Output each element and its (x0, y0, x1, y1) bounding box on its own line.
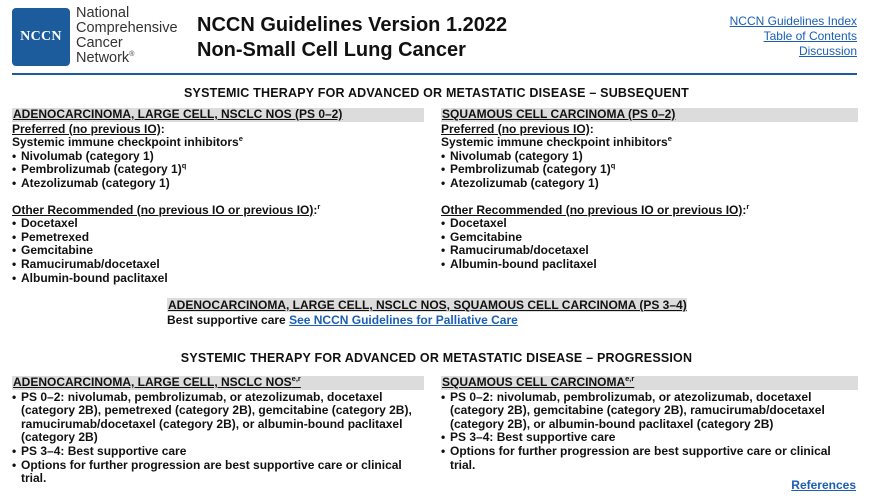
discussion-link[interactable]: Discussion (798, 44, 857, 58)
list-item: • Albumin-bound paclitaxel (12, 272, 424, 286)
subsequent-squamous-column: SQUAMOUS CELL CARCINOMA (PS 0–2) Preferred (no previous IO): Systemic immune checkpoint inhibitors$^e$ • Nivolumab (category 1) • Pembrolizumab (category 1)$^q$ • Atezolizumab (category 1) Other Recommended (no previous IO or previous IO):$^r$ • Docetaxel • Gemcitabine • Ramucirumab/docetaxel • Albumin-bound paclitaxel (441, 108, 858, 272)
org-line: National (76, 5, 130, 21)
subsequent-squamous-title: SQUAMOUS CELL CARCINOMA (PS 0–2) (441, 108, 858, 122)
header-divider (12, 73, 857, 75)
list-item: • Gemcitabine (12, 244, 424, 258)
list-item: • PS 0–2: nivolumab, pembrolizumab, or atezolizumab, docetaxel (category 2B), gemcitabine (category 2B), ramucirumab/docetaxel (category 2B), or albumin-bound paclitaxel (category 2B) (441, 391, 858, 432)
references-link[interactable]: References (791, 478, 856, 492)
list-item: • Albumin-bound paclitaxel (441, 258, 858, 272)
list-item: • Ramucirumab/docetaxel (441, 244, 858, 258)
subsequent-adeno-column: ADENOCARCINOMA, LARGE CELL, NSCLC NOS (PS 0–2) Preferred (no previous IO): Systemic immune checkpoint inhibitors$^e$ • Nivolumab (category 1) • Pembrolizumab (category 1)$^q$ • Atezolizumab (category 1) Other Recommended (no previous IO or previous IO):$^r$ • Docetaxel • Pemetrexed • Gemcitabine • Ramucirumab/docetaxel • Albumin-bound paclitaxel (12, 108, 424, 285)
table-of-contents-link[interactable]: Table of Contents (763, 29, 857, 43)
progression-adeno-title: ADENOCARCINOMA, LARGE CELL, NSCLC NOS$^{e,r}$ (12, 376, 424, 390)
organization-name (76, 6, 178, 66)
poor-ps-title: ADENOCARCINOMA, LARGE CELL, NSCLC NOS, SQUAMOUS CELL CARCINOMA (PS 3–4) (168, 298, 687, 312)
footnote-sup: r (317, 201, 321, 211)
list-item: • Nivolumab (category 1) (12, 150, 424, 164)
list-item: • Pembrolizumab (category 1)$^q$ (441, 163, 858, 177)
list-item: • Atezolizumab (category 1) (441, 177, 858, 191)
org-line: Network® (76, 50, 135, 66)
org-line: Cancer (76, 35, 123, 51)
footnote-sup: e (238, 134, 243, 144)
header-nav (730, 14, 857, 59)
footnote-sup: q (181, 161, 187, 171)
checkpoint-label: Systemic immune checkpoint inhibitors (441, 135, 668, 150)
best-supportive-care-text: Best supportive care (167, 313, 286, 327)
list-item: • Nivolumab (category 1) (441, 150, 858, 164)
list-item: • Pembrolizumab (category 1)$^q$ (12, 163, 424, 177)
title-version: NCCN Guidelines Version 1.2022 (197, 14, 508, 36)
progression-squamous-column (441, 376, 858, 472)
preferred-label: Preferred (no previous IO) (441, 121, 590, 136)
guidelines-index-link[interactable]: NCCN Guidelines Index (729, 14, 857, 28)
list-item: • Docetaxel (12, 217, 424, 231)
progression-squamous-title: SQUAMOUS CELL CARCINOMA$^{e,r}$ (441, 376, 858, 390)
other-recommended-label: Other Recommended (no previous IO or previous IO) (441, 202, 743, 217)
list-item: • PS 3–4: Best supportive care (441, 431, 858, 445)
org-line: Comprehensive (76, 20, 178, 36)
list-item: • Docetaxel (441, 217, 858, 231)
list-item: • Gemcitabine (441, 231, 858, 245)
footnote-sup: e (667, 134, 672, 144)
list-item: • Options for further progression are best supportive care or clinical trial. (441, 445, 858, 472)
nccn-logo (12, 8, 70, 66)
checkpoint-label: Systemic immune checkpoint inhibitors (12, 135, 239, 150)
palliative-care-link[interactable]: See NCCN Guidelines for Palliative Care (289, 313, 518, 327)
footnote-sup: e,r (625, 374, 635, 383)
progression-adeno-column (12, 376, 424, 486)
list-item: • Ramucirumab/docetaxel (12, 258, 424, 272)
subsequent-heading: SYSTEMIC THERAPY FOR ADVANCED OR METASTATIC DISEASE – SUBSEQUENT (184, 86, 689, 100)
footnote-sup: r (746, 201, 750, 211)
progression-heading: SYSTEMIC THERAPY FOR ADVANCED OR METASTATIC DISEASE – PROGRESSION (180, 351, 693, 365)
logo-text: NCCN (20, 29, 62, 44)
registered-mark: ® (129, 51, 135, 59)
other-recommended-label: Other Recommended (no previous IO or previous IO) (12, 202, 314, 217)
page-title (197, 13, 507, 63)
list-item: • PS 0–2: nivolumab, pembrolizumab, or atezolizumab, docetaxel (category 2B), pemetrexed (category 2B), gemcitabine (category 2B), ramucirumab/docetaxel (category 2B), or albumin-bound paclitaxel (category 2B) (12, 391, 424, 445)
list-item: • Options for further progression are best supportive care or clinical trial. (12, 459, 424, 486)
poor-ps-block (167, 298, 687, 327)
list-item: • Pemetrexed (12, 231, 424, 245)
list-item: • Atezolizumab (category 1) (12, 177, 424, 191)
list-item: • PS 3–4: Best supportive care (12, 445, 424, 459)
preferred-label: Preferred (no previous IO) (12, 121, 161, 136)
footnote-sup: e,r (291, 374, 301, 383)
title-disease: Non-Small Cell Lung Cancer (197, 39, 466, 61)
footnote-sup: q (610, 161, 616, 171)
subsequent-adeno-title: ADENOCARCINOMA, LARGE CELL, NSCLC NOS (PS 0–2) (12, 108, 424, 122)
